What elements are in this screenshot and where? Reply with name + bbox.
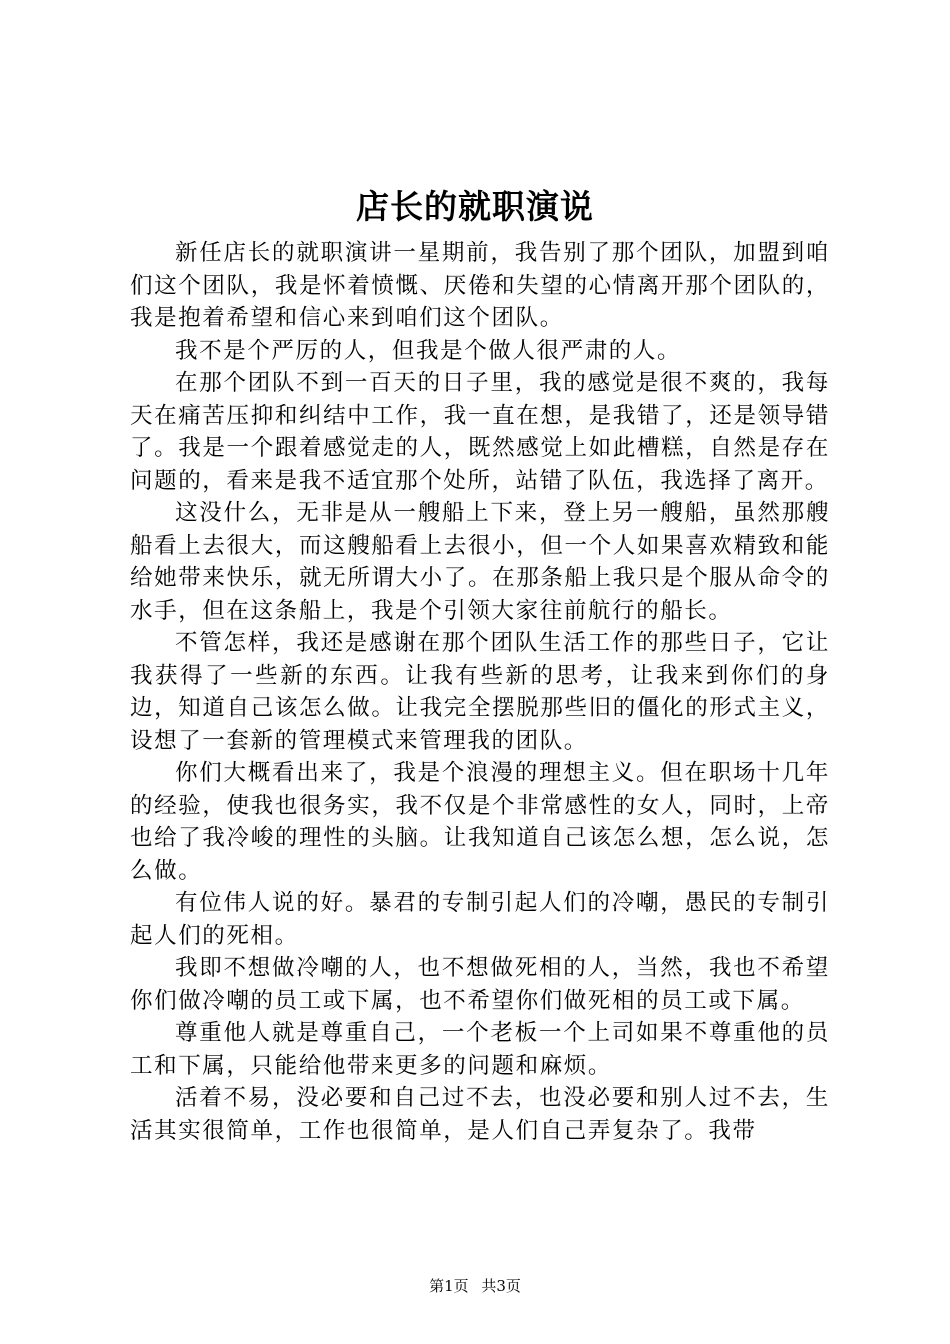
- page-footer: [0, 1275, 950, 1297]
- paragraph: 不管怎样，我还是感谢在那个团队生活工作的那些日子，它让我获得了一些新的东西。让我有些新的思考，让我来到你们的身边，知道自己该怎么做。让我完全摆脱那些旧的僵化的形式主义，设想了一套新的管理模式来管理我的团队。: [130, 630, 830, 754]
- paragraph: 有位伟人说的好。暴君的专制引起人们的冷嘲，愚民的专制引起人们的死相。: [130, 890, 830, 949]
- paragraph: 新任店长的就职演讲一星期前，我告别了那个团队，加盟到咱们这个团队，我是怀着愤慨、厌倦和失望的心情离开那个团队的，我是抱着希望和信心来到咱们这个团队。: [130, 240, 830, 331]
- document-title: 店长的就职演说: [356, 187, 594, 226]
- paragraph: 这没什么，无非是从一艘船上下来，登上另一艘船，虽然那艘船看上去很大，而这艘船看上去很小，但一个人如果喜欢精致和能给她带来快乐，就无所谓大小了。在那条船上我只是个服从命令的水手，但在这条船上，我是个引领大家往前航行的船长。: [130, 500, 830, 624]
- page-count: 共3页: [481, 1277, 521, 1295]
- paragraph: 在那个团队不到一百天的日子里，我的感觉是很不爽的，我每天在痛苦压抑和纠结中工作，我一直在想，是我错了，还是领导错了。我是一个跟着感觉走的人，既然感觉上如此槽糕，自然是存在问题的，看来是我不适宜那个处所，站错了队伍，我选择了离开。: [130, 370, 830, 494]
- paragraph: 尊重他人就是尊重自己，一个老板一个上司如果不尊重他的员工和下属，只能给他带来更多的问题和麻烦。: [130, 1020, 830, 1079]
- page-number: 第1页: [429, 1277, 469, 1295]
- paragraph: 你们大概看出来了，我是个浪漫的理想主义。但在职场十几年的经验，使我也很务实，我不仅是个非常感性的女人，同时，上帝也给了我冷峻的理性的头脑。让我知道自己该怎么想，怎么说，怎么做。: [130, 760, 830, 884]
- document-body: [130, 237, 830, 1147]
- paragraph: 我不是个严厉的人，但我是个做人很严肃的人。: [175, 337, 682, 364]
- paragraph: 我即不想做冷嘲的人，也不想做死相的人，当然，我也不希望你们做冷嘲的员工或下属，也不希望你们做死相的员工或下属。: [130, 955, 830, 1014]
- paragraph: 活着不易，没必要和自己过不去，也没必要和别人过不去，生活其实很简单，工作也很简单，是人们自己弄复杂了。我带: [130, 1085, 830, 1144]
